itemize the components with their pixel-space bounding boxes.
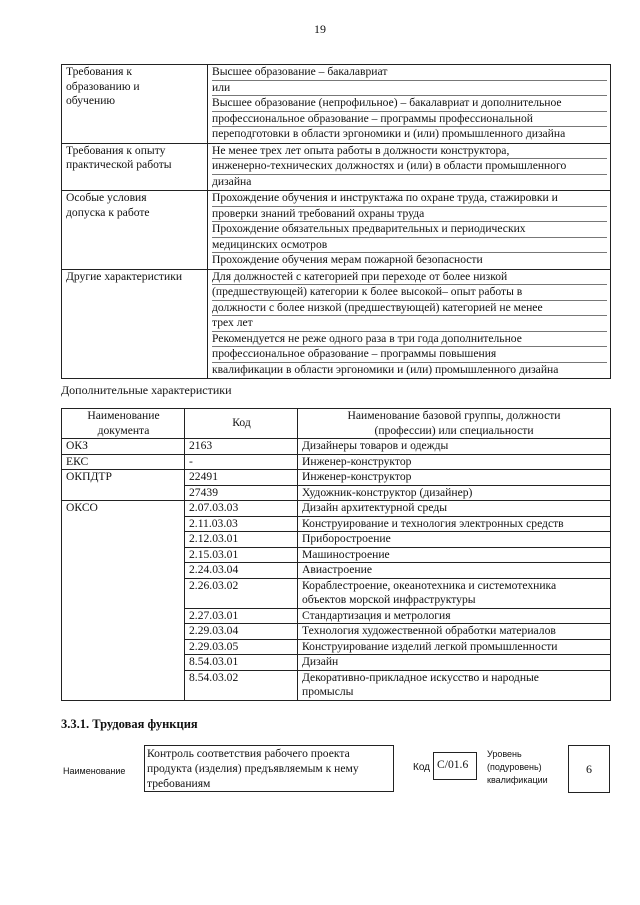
document-cell (62, 670, 185, 700)
table-row (62, 670, 611, 700)
table-row (62, 655, 611, 671)
requirement-label-line: образованию и (66, 79, 140, 93)
level-label-line: Уровень (487, 749, 522, 759)
code-cell: - (185, 454, 298, 470)
name-cell-line: Дизайн (302, 655, 339, 668)
requirements-table (61, 64, 611, 379)
requirement-value (208, 191, 611, 270)
document-cell: ЕКС (62, 454, 185, 470)
requirement-label-line: допуска к работе (66, 205, 150, 219)
table-row (62, 563, 611, 579)
table-row (62, 608, 611, 624)
document-cell (62, 532, 185, 548)
name-cell (298, 670, 611, 700)
code-cell: 2.27.03.01 (185, 608, 298, 624)
name-cell (298, 655, 611, 671)
name-cell (298, 470, 611, 486)
name-cell (298, 547, 611, 563)
requirement-value-line: Для должностей с категорией при переходе от более низкой (212, 270, 607, 286)
requirement-value-line: Прохождение обучения мерам пожарной безопасности (212, 253, 483, 266)
name-cell (298, 608, 611, 624)
requirement-value-line: переподготовки в области эргономики и (или) промышленного дизайна (212, 127, 566, 140)
name-cell-line: объектов морской инфраструктуры (302, 593, 476, 606)
name-cell-line: Кораблестроение, океанотехника и системотехника (302, 578, 557, 592)
level-label-line: (подуровень) (487, 762, 542, 772)
code-cell: 2.29.03.04 (185, 624, 298, 640)
requirement-value-line: квалификации в области эргономики и (или) промышленного дизайна (212, 362, 559, 376)
table-row (62, 639, 611, 655)
name-cell (298, 439, 611, 455)
requirement-value-line: или (212, 81, 607, 97)
document-cell: ОКЗ (62, 439, 185, 455)
name-cell-line: Инженер-конструктор (302, 470, 412, 483)
document-cell (62, 516, 185, 532)
header-document-line: документа (97, 423, 150, 437)
requirement-row (62, 65, 611, 144)
requirement-label-line: Другие характеристики (66, 269, 183, 283)
requirement-value-line: инженерно-технических должностях и (или) в области промышленного (212, 159, 607, 175)
name-label: Наименование (63, 766, 126, 776)
requirement-label (62, 65, 208, 144)
document-cell (62, 608, 185, 624)
header-document-line: Наименование (87, 409, 160, 422)
name-cell-line: Конструирование изделий легкой промышленности (302, 639, 558, 653)
code-cell: 2.07.03.03 (185, 501, 298, 517)
header-name-line: (профессии) или специальности (374, 423, 534, 437)
code-cell: 2.24.03.04 (185, 563, 298, 579)
requirement-value-line: Высшее образование – бакалавриат (212, 65, 607, 81)
document-cell (62, 578, 185, 608)
requirement-value-line: медицинских осмотров (212, 238, 607, 254)
name-cell (298, 578, 611, 608)
labor-function-heading: 3.3.1. Трудовая функция (61, 717, 198, 731)
name-cell (298, 485, 611, 501)
table-row (62, 532, 611, 548)
level-label-line: квалификации (487, 775, 548, 785)
header-name (298, 409, 611, 439)
name-cell-line: Технология художественной обработки материалов (302, 624, 556, 637)
requirement-value-line: Не менее трех лет опыта работы в должности конструктора, (212, 144, 607, 160)
name-cell-line: Декоративно-прикладное искусство и народные (302, 670, 539, 684)
table-row (62, 578, 611, 608)
level-label (487, 748, 567, 787)
header-document (62, 409, 185, 439)
requirement-value-line: профессиональное образование – программы повышения (212, 347, 607, 363)
requirement-label-line: Требования к опыту (66, 143, 166, 157)
name-cell-line: Дизайнеры товаров и одежды (302, 439, 449, 452)
code-cell: 2.12.03.01 (185, 532, 298, 548)
requirement-value (208, 65, 611, 144)
table-row (62, 547, 611, 563)
requirement-row (62, 191, 611, 270)
page-number: 19 (314, 22, 326, 36)
header-code: Код (185, 409, 298, 439)
requirement-value-line: проверки знаний требований охраны труда (212, 207, 607, 223)
name-cell (298, 516, 611, 532)
document-cell (62, 563, 185, 579)
requirement-value-line: Прохождение обучения и инструктажа по охране труда, стажировки и (212, 191, 607, 207)
table-row (62, 470, 611, 486)
requirement-label-line: практической работы (66, 158, 172, 171)
name-cell-line: Стандартизация и метрология (302, 608, 451, 622)
document-cell (62, 655, 185, 671)
table-row (62, 624, 611, 640)
document-cell: ОКСО (62, 501, 185, 517)
code-cell: 2.29.03.05 (185, 639, 298, 655)
name-cell (298, 624, 611, 640)
name-cell-line: Дизайн архитектурной среды (302, 501, 448, 514)
code-cell: 2.11.03.03 (185, 516, 298, 532)
requirement-value (208, 269, 611, 379)
name-cell (298, 501, 611, 517)
function-name-line: требованиям (147, 777, 211, 790)
function-name-line: Контроль соответствия рабочего проекта (147, 747, 350, 760)
qualification-level-box: 6 (568, 745, 610, 793)
header-name-line: Наименование базовой группы, должности (347, 409, 561, 422)
table-header-row (62, 409, 611, 439)
requirement-value-line: дизайна (212, 174, 252, 188)
requirement-label (62, 191, 208, 270)
name-cell (298, 563, 611, 579)
code-cell: 8.54.03.01 (185, 655, 298, 671)
requirement-label (62, 269, 208, 379)
code-cell: 2163 (185, 439, 298, 455)
code-cell: 8.54.03.02 (185, 670, 298, 700)
table-row (62, 485, 611, 501)
requirement-value-line: Прохождение обязательных предварительных и периодических (212, 222, 607, 238)
requirement-value-line: профессиональное образование – программы профессиональной (212, 112, 607, 128)
name-cell-line: Авиастроение (302, 563, 372, 576)
document-cell (62, 485, 185, 501)
code-cell: 2.15.03.01 (185, 547, 298, 563)
requirement-row (62, 269, 611, 379)
requirement-row (62, 143, 611, 191)
table-row (62, 516, 611, 532)
requirement-label-line: обучению (66, 94, 116, 107)
function-name-box (144, 745, 394, 792)
code-label: Код (413, 762, 431, 773)
requirement-value-line: трех лет (212, 316, 607, 332)
code-cell: 2.26.03.02 (185, 578, 298, 608)
document-cell (62, 547, 185, 563)
additional-characteristics-heading: Дополнительные характеристики (61, 383, 232, 397)
name-cell (298, 532, 611, 548)
requirement-label-line: Особые условия (66, 191, 147, 204)
requirement-value-line: (предшествующей) категории к более высокой– опыт работы в (212, 285, 607, 301)
table-row (62, 501, 611, 517)
function-code-box: C/01.6 (433, 752, 477, 780)
code-cell: 27439 (185, 485, 298, 501)
table-row (62, 454, 611, 470)
name-cell-line: Приборостроение (302, 532, 391, 545)
code-cell: 22491 (185, 470, 298, 486)
document-cell: ОКПДТР (62, 470, 185, 486)
requirement-value-line: Высшее образование (непрофильное) – бакалавриат и дополнительное (212, 96, 607, 112)
name-cell (298, 454, 611, 470)
name-cell-line: Инженер-конструктор (302, 454, 412, 468)
requirement-label-line: Требования к (66, 65, 133, 78)
name-cell-line: Машиностроение (302, 547, 390, 561)
name-cell-line: промыслы (302, 685, 354, 698)
table-row (62, 439, 611, 455)
requirement-value-line: должности с более низкой (предшествующей) категорией не менее (212, 301, 607, 317)
additional-characteristics-table (61, 408, 611, 701)
name-cell-line: Художник-конструктор (дизайнер) (302, 485, 473, 499)
function-name-line: продукта (изделия) предъявляемым к нему (147, 762, 359, 775)
document-cell (62, 639, 185, 655)
document-cell (62, 624, 185, 640)
requirement-label (62, 143, 208, 191)
requirement-value-line: Рекомендуется не реже одного раза в три года дополнительное (212, 332, 607, 348)
name-cell-line: Конструирование и технология электронных средств (302, 516, 564, 530)
name-cell (298, 639, 611, 655)
requirement-value (208, 143, 611, 191)
